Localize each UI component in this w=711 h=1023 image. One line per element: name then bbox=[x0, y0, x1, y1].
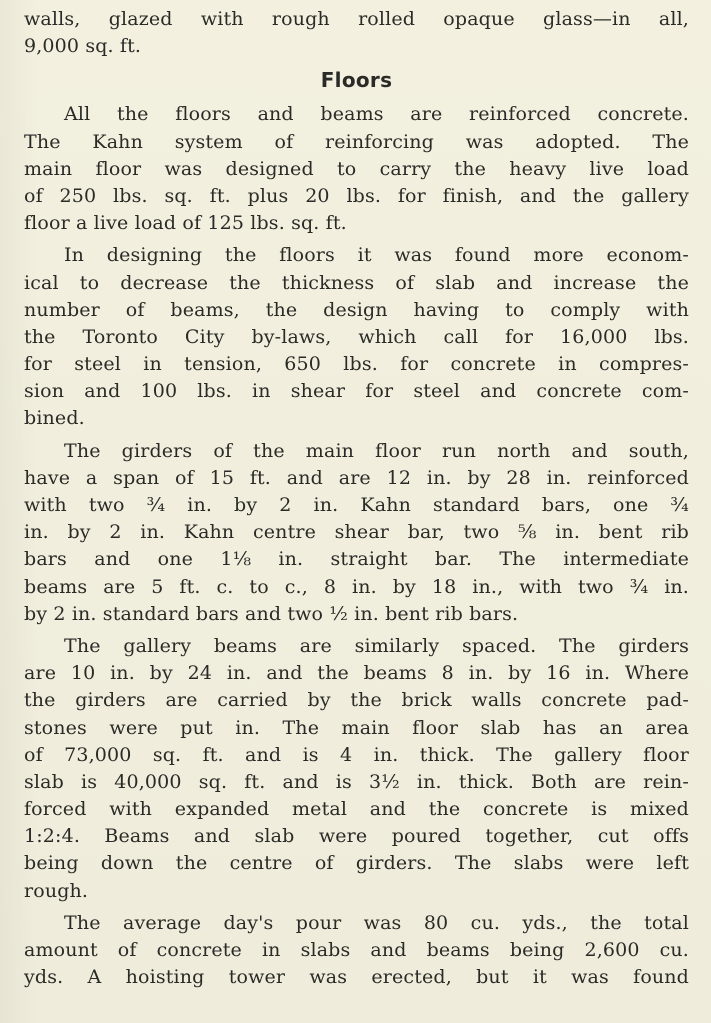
text-line: The average day's pour was 80 cu. yds., the total bbox=[64, 911, 689, 934]
paragraph-5 bbox=[24, 910, 689, 992]
text-line: The girders of the main floor run north and south, bbox=[64, 439, 689, 462]
text-line: beams are 5 ft. c. to c., 8 in. by 18 in., with two ¾ in. bbox=[24, 575, 689, 598]
text-line: bined. bbox=[24, 407, 85, 430]
text-line: forced with expanded metal and the concrete is mixed bbox=[24, 798, 689, 821]
text-line: amount of concrete in slabs and beams being 2,600 cu. bbox=[24, 939, 689, 961]
text-line: in. by 2 in. Kahn centre shear bar, two ⅝ in. bent rib bbox=[24, 521, 689, 544]
text-line: of 73,000 sq. ft. and is 4 in. thick. The gallery floor bbox=[24, 743, 689, 766]
text-line: sion and 100 lbs. in shear for steel and concrete com- bbox=[24, 380, 689, 403]
text-line: The Kahn system of reinforcing was adopted. The bbox=[24, 130, 689, 153]
text-line: for steel in tension, 650 lbs. for concrete in compres- bbox=[24, 353, 689, 376]
text-line: The gallery beams are similarly spaced. The girders bbox=[64, 634, 689, 657]
text-line: main floor was designed to carry the heavy live load bbox=[24, 157, 689, 180]
text-line: All the floors and beams are reinforced concrete. bbox=[64, 103, 689, 126]
text-line: stones were put in. The main floor slab has an area bbox=[24, 716, 689, 739]
text-line: being down the centre of girders. The slabs were left bbox=[24, 852, 689, 875]
section-heading: Floors bbox=[320, 68, 393, 93]
text-line: have a span of 15 ft. and are 12 in. by 28 in. reinforced bbox=[24, 466, 689, 489]
text-line: 9,000 sq. ft. bbox=[24, 35, 142, 58]
text-line: walls, glazed with rough rolled opaque glass—in all, bbox=[24, 8, 689, 30]
text-line: bars and one 1⅛ in. straight bar. The intermediate bbox=[24, 548, 689, 571]
text-line: number of beams, the design having to comply with bbox=[24, 298, 689, 321]
paragraph-3 bbox=[24, 438, 689, 628]
text-line: floor a live load of 125 lbs. sq. ft. bbox=[24, 212, 347, 235]
text-line: yds. A hoisting tower was erected, but it was found bbox=[24, 966, 689, 989]
paragraph-2 bbox=[24, 242, 689, 432]
text-line: the Toronto City by-laws, which call for 16,000 lbs. bbox=[24, 325, 689, 348]
text-line: the girders are carried by the brick walls concrete pad- bbox=[24, 689, 689, 712]
text-line: are 10 in. by 24 in. and the beams 8 in. by 16 in. Where bbox=[24, 662, 689, 685]
paragraph-1 bbox=[24, 101, 689, 237]
text-line: rough. bbox=[24, 879, 89, 902]
text-line: by 2 in. standard bars and two ½ in. bent rib bars. bbox=[24, 602, 519, 625]
paragraph-4 bbox=[24, 633, 689, 905]
text-line: slab is 40,000 sq. ft. and is 3½ in. thick. Both are rein- bbox=[24, 770, 689, 793]
text-line: with two ¾ in. by 2 in. Kahn standard bars, one ¾ bbox=[24, 494, 689, 516]
text-line: of 250 lbs. sq. ft. plus 20 lbs. for finish, and the gallery bbox=[24, 184, 689, 207]
intro-paragraph bbox=[24, 6, 689, 60]
text-line: 1:2:4. Beams and slab were poured together, cut offs bbox=[24, 825, 689, 848]
text-line: ical to decrease the thickness of slab and increase the bbox=[24, 271, 689, 294]
text-line: In designing the floors it was found more econom- bbox=[64, 244, 689, 267]
